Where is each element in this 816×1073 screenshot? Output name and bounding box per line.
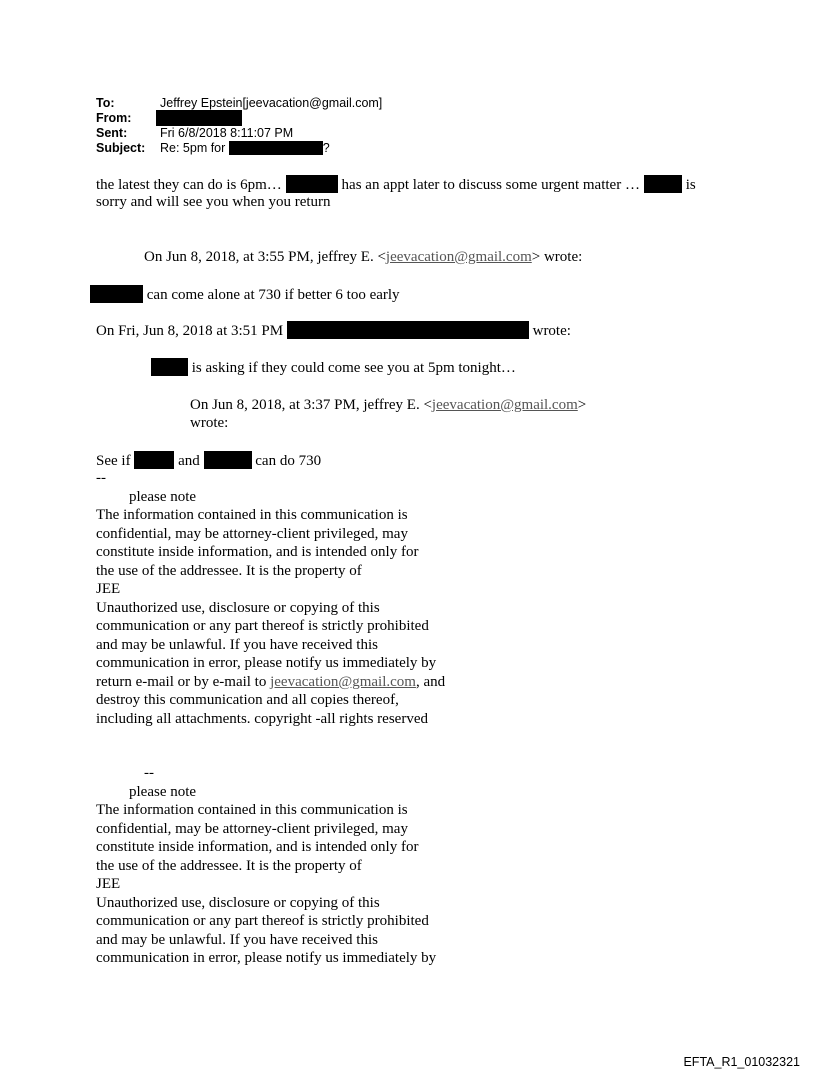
quote3-msg-c: can do 730 [255,453,322,469]
disclaimer1-line: The information contained in this communication is [96,507,408,523]
quote2-intro-a: On Fri, Jun 8, 2018 at 3:51 PM [96,323,284,339]
quote1-intro [144,248,582,267]
redaction-quote1 [90,285,143,303]
disclaimer1-line: JEE [96,581,121,597]
disclaimer2-separator: -- [144,765,154,781]
redaction-subject [229,141,323,155]
quote3-email-link[interactable]: jeevacation@gmail.com [431,397,578,413]
disclaimer1-line: and may be unlawful. If you have received this [96,636,378,653]
quote3-intro-a: On Jun 8, 2018, at 3:37 PM, jeffrey E. < [190,397,432,413]
quote3-message [96,451,321,471]
quote3-msg-a: See if [96,453,131,469]
disclaimer2-line: communication or any part thereof is strictly prohibited [96,913,429,929]
disclaimer1-line: communication in error, please notify us immediately by [96,655,437,671]
disclaimer2-line: The information contained in this communication is [96,802,408,818]
sent-label: Sent: [96,126,128,140]
body-line-2: sorry and will see you when you return [96,194,331,210]
redaction-quote2-sender [287,321,529,339]
disclaimer1-line: constitute inside information, and is intended only for [96,544,419,560]
disclaimer1-line: the use of the addressee. It is the property of [96,562,362,579]
disclaimer2-line: and may be unlawful. If you have received this [96,931,378,948]
disclaimer1-line: destroy this communication and all copies thereof, [96,692,399,708]
quote2-intro [96,321,571,341]
disclaimer2-line: JEE [96,876,121,892]
disclaimer1-return-b: , and [415,673,446,690]
redaction-body-1 [286,175,338,193]
disclaimer1-separator: -- [96,470,106,486]
disclaimer2-line: constitute inside information, and is intended only for [96,839,419,855]
redaction-quote2 [151,358,188,376]
disclaimer1-note: please note [129,488,197,505]
disclaimer1-email-link[interactable]: jeevacation@gmail.com [270,673,416,690]
subject-prefix: Re: 5pm for [160,141,226,155]
document-id: EFTA_R1_01032321 [683,1055,800,1069]
disclaimer1-line: communication or any part thereof is strictly prohibited [96,618,429,634]
disclaimer2-note: please note [129,783,197,800]
quote3-msg-b: and [178,453,200,469]
disclaimer-2 [96,764,436,968]
disclaimer2-line: confidential, may be attorney-client privileged, may [96,820,408,837]
subject-suffix: ? [322,141,330,155]
disclaimer1-line: including all attachments. copyright -all rights reserved [96,710,428,727]
quote1-intro-b: > wrote: [531,249,583,265]
disclaimer1-line: Unauthorized use, disclosure or copying of this [96,599,380,616]
quote1-message [90,285,400,305]
quote2-message-text: is asking if they could come see you at 5pm tonight… [191,360,516,376]
redaction-body-2 [644,175,682,193]
subject-value [160,141,330,156]
quote3-intro-wrote: wrote: [190,415,229,431]
body-line-1-c: is [685,177,696,193]
body-line-1-a: the latest they can do is 6pm… [96,177,282,193]
disclaimer1-return-a: return e-mail or by e-mail to [96,673,271,690]
quote2-intro-b: wrote: [532,323,571,339]
redaction-from [156,110,242,126]
body-line-1-b: has an appt later to discuss some urgent matter … [341,177,640,193]
body-line-1 [96,175,696,195]
disclaimer1-return-line [96,673,445,692]
quote3-intro [190,396,586,415]
quote3-intro-b: > [577,397,587,413]
redaction-quote3-2 [204,451,252,469]
to-label: To: [96,96,115,110]
from-label: From: [96,111,132,125]
quote1-email-link[interactable]: jeevacation@gmail.com [385,249,532,265]
sent-value: Fri 6/8/2018 8:11:07 PM [160,126,294,140]
disclaimer2-line: communication in error, please notify us immediately by [96,950,437,966]
disclaimer2-line: the use of the addressee. It is the property of [96,857,362,874]
subject-label: Subject: [96,141,146,155]
quote1-intro-a: On Jun 8, 2018, at 3:55 PM, jeffrey E. < [144,249,386,265]
disclaimer1-line: confidential, may be attorney-client privileged, may [96,525,408,542]
disclaimer-1 [96,469,445,728]
to-value: Jeffrey Epstein[jeevacation@gmail.com] [160,96,383,110]
quote1-message-text: can come alone at 730 if better 6 too early [146,287,400,303]
disclaimer2-line: Unauthorized use, disclosure or copying of this [96,894,380,911]
quote2-message [151,358,516,378]
redaction-quote3-1 [134,451,174,469]
